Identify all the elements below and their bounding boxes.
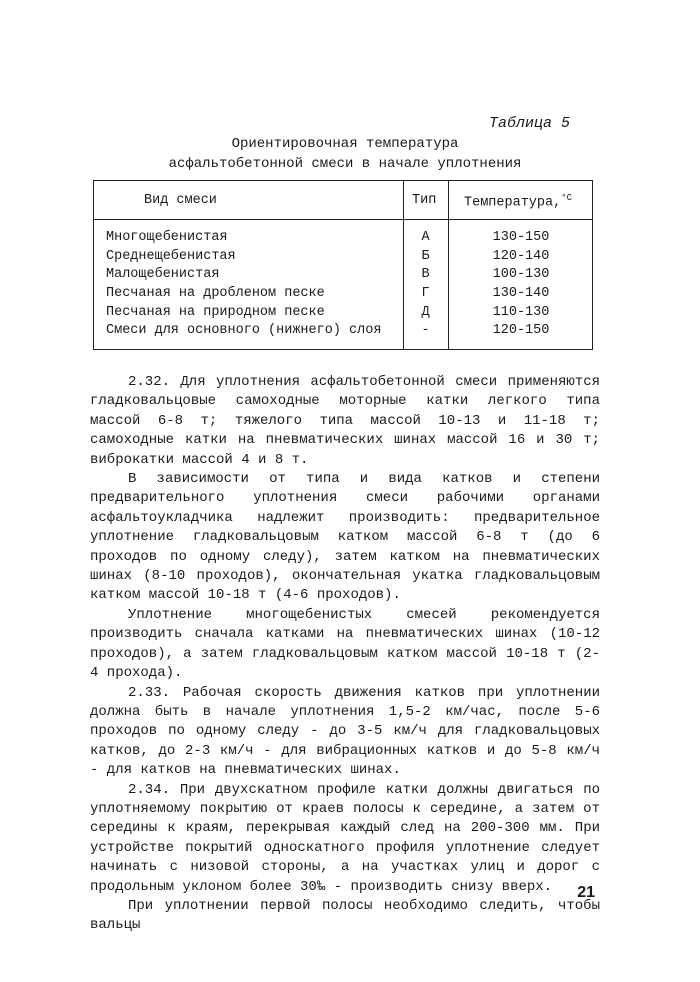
paragraph-compaction-sequence: В зависимости от типа и вида катков и степени предварительного уплотнения смеси рабочими органами асфальтоукладчика надлежит производить: предварительное уплотнение гладковальцовым катком массой 6-8 т (до 6 проходов по одному следу), затем катком на пневматических шинах (8-10 проходов), окончательная укатка гладковальцовым катком массой 10-18 т (4-6 проходов).	[90, 471, 600, 604]
cell-temperature: 100-130	[492, 267, 550, 283]
cell-temperature: 110-130	[492, 304, 550, 320]
cell-mix-name: Малощебенистая	[106, 267, 220, 283]
header-temperature-label: Температура,	[464, 195, 562, 211]
paragraph-2-33: 2.33. Рабочая скорость движения катков при уплотнении должна быть в начале уплотнения 1,5-2 км/час, после 5-6 проходов по одному следу - до 3-5 км/ч для гладковальцовых катков, до 2-3 км/ч - для вибрационных катков и до 5-8 км/ч - для катков на пневматических шинах.	[90, 684, 600, 779]
cell-type: -	[421, 323, 430, 339]
table-row	[94, 286, 592, 305]
cell-mix-name: Многощебенистая	[106, 230, 228, 245]
body-text	[90, 373, 600, 936]
table-body	[94, 230, 592, 342]
cell-temperature: 120-150	[492, 323, 550, 339]
cell-type: Г	[421, 286, 430, 302]
cell-temperature: 130-150	[492, 230, 550, 245]
table-row	[94, 249, 592, 268]
cell-temperature: 120-140	[492, 248, 550, 264]
table-row	[94, 230, 592, 249]
cell-mix-name: Песчаная на дробленом песке	[106, 286, 325, 302]
cell-type: А	[421, 230, 430, 245]
header-temperature	[464, 193, 572, 211]
table-caption-line2: асфальтобетонной смеси в начале уплотнения	[168, 156, 522, 172]
paragraph-2-32: 2.32. Для уплотнения асфальтобетонной смеси применяются гладковальцовые самоходные моторные катки легкого типа массой 6-8 т; тяжелого типа массой 10-13 и 11-18 т; самоходные катки на пневматических шинах массой 16 и 30 т; виброкатки массой 4 и 8 т.	[90, 374, 600, 468]
paragraph-2-34: 2.34. При двухскатном профиле катки должны двигаться по уплотняемому покрытию от краев полосы к середине, а затем от середины к краям, перекрывая каждый след на 200-300 мм. При устройстве покрытий односкатного профиля уплотнение следует начинать с низовой стороны, а на участках улиц и дорог с продольным уклоном более 30‰ - производить снизу вверх.	[90, 781, 600, 895]
cell-temperature: 130-140	[492, 286, 550, 302]
table-row	[94, 305, 592, 324]
header-temperature-unit: °С	[561, 193, 573, 203]
table-row	[94, 267, 592, 286]
cell-mix-name: Смеси для основного (нижнего) слоя	[106, 323, 382, 339]
cell-type: Б	[421, 248, 430, 264]
table-row	[94, 323, 592, 342]
cell-type: Д	[421, 304, 430, 320]
paragraph-first-strip: При уплотнении первой полосы необходимо следить, чтобы вальцы	[90, 897, 600, 934]
paragraph-multi-gravel-mixes: Уплотнение многощебенистых смесей рекомендуется производить сначала катками на пневматических шинах (10-12 проходов), а затем гладковальцовым катком массой 10-18 т (2-4 прохода).	[90, 606, 600, 682]
header-divider	[94, 219, 592, 220]
cell-type: В	[421, 267, 430, 283]
table-caption-line1: Ориентировочная температура	[231, 136, 459, 152]
header-mix-type: Вид смеси	[144, 193, 217, 208]
temperature-table	[93, 180, 593, 350]
header-type: Тип	[412, 193, 437, 208]
table-label: Таблица 5	[488, 115, 570, 132]
cell-mix-name: Песчаная на природном песке	[106, 304, 325, 320]
cell-mix-name: Среднещебенистая	[106, 248, 236, 264]
page-number: 21	[577, 884, 595, 901]
